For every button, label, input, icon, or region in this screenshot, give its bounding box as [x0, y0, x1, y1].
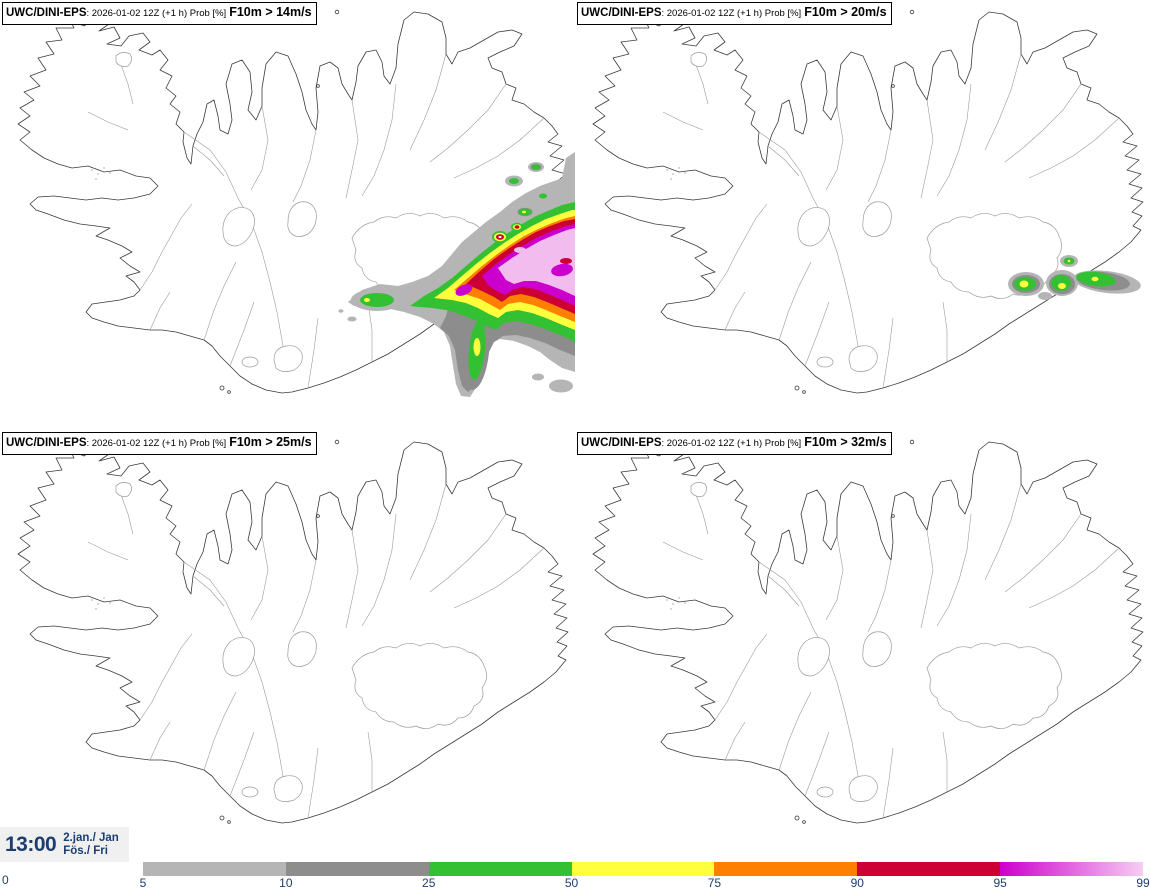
- colorbar-tick-25: 25: [422, 876, 436, 890]
- colorbar-segment-25-50: [429, 862, 572, 876]
- valid-date-line2: Fös./ Fri: [63, 844, 108, 857]
- run-info: : 2026-01-02 12Z (+1 h) Prob [%]: [86, 8, 227, 19]
- panel-f10m-gt-32ms: [575, 430, 1150, 860]
- colorbar-segment-50-75: [572, 862, 715, 876]
- colorbar-tick-10: 10: [279, 876, 293, 890]
- colorbar-ticks: [139, 876, 1150, 891]
- product-name: UWC/DINI-EPS: [6, 437, 87, 449]
- valid-date-line1: 2.jan./ Jan: [63, 831, 119, 844]
- product-name: UWC/DINI-EPS: [581, 437, 662, 449]
- panel-title: [577, 2, 892, 25]
- iceland-map: [575, 430, 1150, 860]
- panel-f10m-gt-20ms: [575, 0, 1150, 430]
- colorbar-tick-75: 75: [707, 876, 722, 890]
- threshold-label: F10m > 20m/s: [804, 5, 887, 19]
- colorbar-tick-5: 5: [139, 876, 147, 890]
- colorbar-tick-50: 50: [564, 876, 579, 890]
- panel-title: [577, 432, 892, 455]
- colorbar-segment-10-25: [286, 862, 429, 876]
- product-name: UWC/DINI-EPS: [6, 7, 87, 19]
- iceland-map: [0, 0, 575, 430]
- run-info: : 2026-01-02 12Z (+1 h) Prob [%]: [86, 438, 227, 449]
- colorbar-segment-75-90: [714, 862, 857, 876]
- valid-time-box: [0, 827, 129, 862]
- product-name: UWC/DINI-EPS: [581, 7, 662, 19]
- colorbar-segment-5-10: [143, 862, 286, 876]
- panel-f10m-gt-25ms: [0, 430, 575, 860]
- colorbar-tick-95: 95: [993, 876, 1007, 890]
- threshold-label: F10m > 32m/s: [804, 435, 887, 449]
- run-info: : 2026-01-02 12Z (+1 h) Prob [%]: [661, 8, 802, 19]
- panel-f10m-gt-14ms: [0, 0, 575, 430]
- panel-title: [2, 2, 317, 25]
- colorbar-tick-99: 99: [1136, 876, 1150, 890]
- threshold-label: F10m > 14m/s: [229, 5, 312, 19]
- colorbar-tick-0: 0: [2, 873, 9, 887]
- run-info: : 2026-01-02 12Z (+1 h) Prob [%]: [661, 438, 802, 449]
- iceland-map: [575, 0, 1150, 430]
- panel-title: [2, 432, 317, 455]
- iceland-map: [0, 430, 575, 860]
- threshold-label: F10m > 25m/s: [229, 435, 312, 449]
- colorbar-segment-95-99: [1000, 862, 1143, 876]
- colorbar: [143, 862, 1143, 876]
- valid-date: [63, 832, 119, 858]
- colorbar-segment-90-95: [857, 862, 1000, 876]
- colorbar-tick-90: 90: [850, 876, 864, 890]
- valid-time: 13:00: [5, 832, 57, 856]
